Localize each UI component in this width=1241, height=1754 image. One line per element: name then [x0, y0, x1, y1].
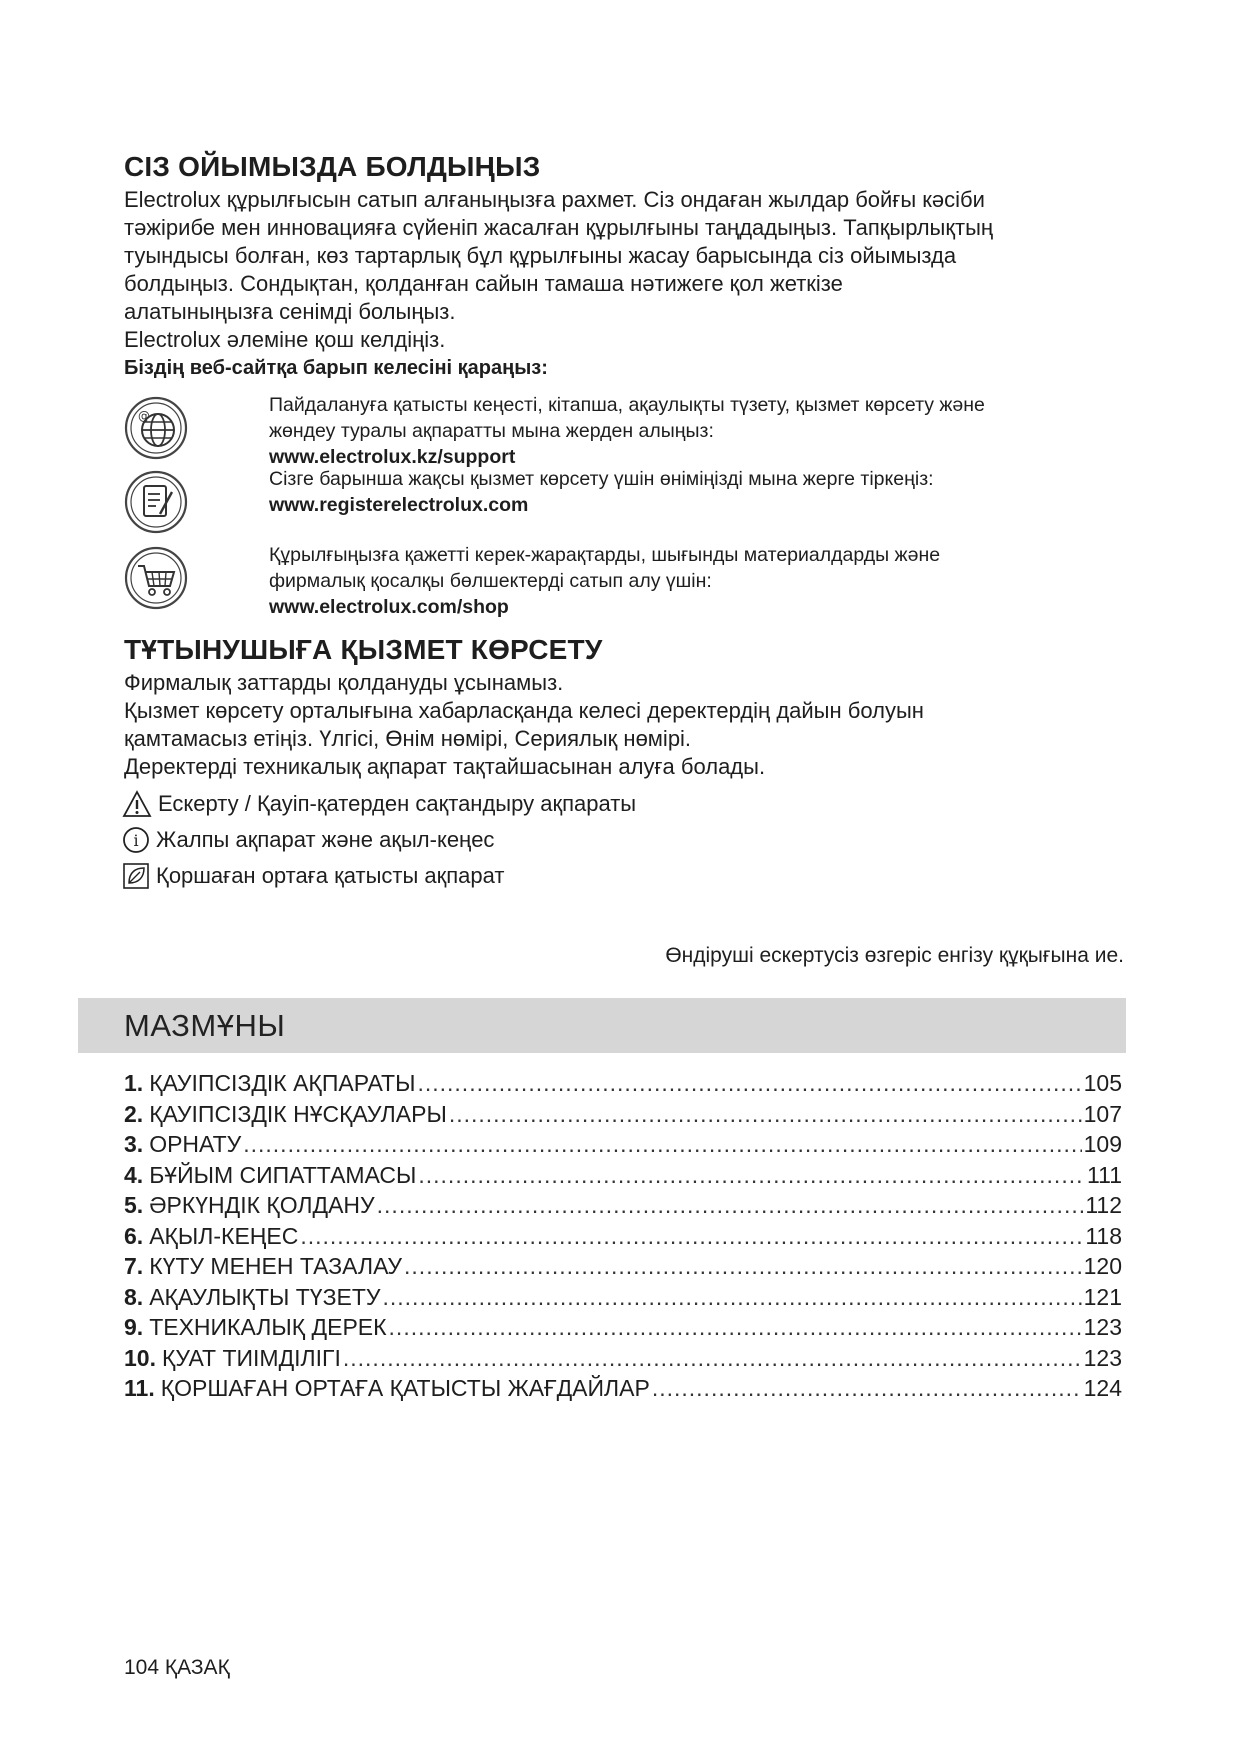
- toc-item-page: 105: [1083, 1070, 1122, 1096]
- toc-item[interactable]: [124, 1221, 1122, 1252]
- toc-item-number: 11.: [124, 1375, 155, 1401]
- toc-item-page: 120: [1083, 1253, 1122, 1279]
- toc-item-label: КҮТУ МЕНЕН ТАЗАЛАУ: [149, 1253, 403, 1279]
- welcome-line: тәжірибе мен инновацияға сүйеніп жасалған құрылғыны таңдадыңыз. Тапқырлықтың: [124, 215, 994, 240]
- welcome-line: туындысы болған, көз тартарлық бұл құрылғыны жасау барысында сіз ойымызда: [124, 243, 957, 268]
- toc-item-label: АҚЫЛ-КЕҢЕС: [149, 1222, 299, 1249]
- web-item-register: [124, 470, 1124, 540]
- toc-item[interactable]: [124, 1373, 1122, 1404]
- toc-item[interactable]: [124, 1099, 1122, 1130]
- toc-item-number: 4.: [124, 1161, 144, 1188]
- toc-item-label: ОРНАТУ: [149, 1131, 242, 1157]
- legend-info-text: Жалпы ақпарат және ақыл-кеңес: [156, 827, 495, 852]
- svg-text:@: @: [138, 409, 150, 423]
- toc-item-number: 5.: [124, 1192, 144, 1218]
- register-document-icon: [124, 470, 188, 534]
- toc-item-number: 2.: [124, 1100, 144, 1127]
- environment-leaf-icon: [122, 862, 150, 890]
- web-item-text: жөндеу туралы ақпаратты мына жерден алыңыз:: [269, 420, 714, 442]
- toc-item-label: ҚАУІПСІЗДІК НҰСҚАУЛАРЫ: [149, 1100, 447, 1127]
- globe-icon: [124, 396, 188, 460]
- legend-warning: [122, 790, 636, 818]
- shopping-cart-icon: [124, 546, 188, 610]
- welcome-line: болдыңыз. Сондықтан, қолданған сайын тамаша нәтижеге қол жеткізе: [124, 271, 843, 296]
- toc-item-page: 107: [1083, 1100, 1122, 1127]
- toc-item-page: 123: [1083, 1314, 1122, 1340]
- website-visit-label: Біздің веб-сайтқа барып келесіні қараңыз:: [124, 357, 548, 379]
- web-item-text: фирмалық қосалқы бөлшектерді сатып алу үшін:: [269, 570, 712, 592]
- manufacturer-note: Өндіруші ескертусіз өзгеріс енгізу құқығына ие.: [665, 944, 1124, 967]
- web-item-shop: [124, 546, 1124, 626]
- toc-item-page: 121: [1083, 1283, 1122, 1310]
- warning-triangle-icon: [122, 790, 152, 818]
- toc-title: МАЗМҰНЫ: [124, 1008, 286, 1043]
- toc-item-page: 118: [1085, 1222, 1122, 1249]
- toc-item[interactable]: [124, 1343, 1122, 1374]
- info-icon: [122, 826, 150, 854]
- toc-item-number: 1.: [124, 1070, 144, 1096]
- legend-environment-text: Қоршаған ортаға қатысты ақпарат: [156, 863, 505, 888]
- toc-item-label: ҚАУІПСІЗДІК АҚПАРАТЫ: [149, 1070, 416, 1096]
- toc-item-page: 111: [1087, 1161, 1122, 1188]
- welcome-line: Electrolux құрылғысын сатып алғаныңызға рахмет. Сіз ондаған жылдар бойғы кәсіби: [124, 187, 985, 212]
- toc-item-label: ТЕХНИКАЛЫҚ ДЕРЕК: [149, 1314, 387, 1340]
- svg-text:i: i: [133, 831, 139, 850]
- legend-environment: [122, 862, 504, 890]
- toc-item-label: ҚОРШАҒАН ОРТАҒА ҚАТЫСТЫ ЖАҒДАЙЛАР: [160, 1375, 650, 1401]
- web-item-text: Пайдалануға қатысты кеңесті, кітапша, ақаулықты түзету, қызмет көрсету және: [269, 394, 985, 416]
- toc-item-number: 10.: [124, 1344, 156, 1371]
- toc-header-band: [78, 998, 1126, 1053]
- web-item-text: Құрылғыңызға қажетті керек-жарақтарды, шығынды материалдарды және: [269, 544, 941, 566]
- legend-info: [122, 826, 494, 854]
- toc-item-label: АҚАУЛЫҚТЫ ТҮЗЕТУ: [149, 1283, 381, 1310]
- welcome-line: алатыныңызға сенімді болыңыз.: [124, 299, 456, 324]
- toc-item-number: 8.: [124, 1283, 144, 1310]
- page-footer: 104 ҚАЗАҚ: [124, 1656, 230, 1679]
- toc-item-page: 109: [1083, 1131, 1122, 1157]
- toc-item-page: 112: [1085, 1192, 1122, 1218]
- table-of-contents: [124, 1068, 1122, 1404]
- toc-item-label: ҚУАТ ТИІМДІЛІГІ: [161, 1344, 341, 1371]
- web-item-support: [124, 392, 1124, 470]
- toc-item[interactable]: [124, 1312, 1122, 1343]
- toc-item[interactable]: [124, 1160, 1122, 1191]
- toc-item-page: 123: [1083, 1344, 1122, 1371]
- welcome-title: СІЗ ОЙЫМЫЗДА БОЛДЫҢЫЗ: [124, 151, 541, 182]
- toc-item-label: БҰЙЫМ СИПАТТАМАСЫ: [149, 1161, 417, 1188]
- legend-warning-text: Ескерту / Қауіп-қатерден сақтандыру ақпараты: [158, 791, 637, 816]
- service-line: Қызмет көрсету орталығына хабарласқанда келесі деректердің дайын болуын: [124, 698, 924, 723]
- service-paragraph: [124, 669, 1124, 781]
- service-line: қамтамасыз етіңіз. Үлгісі, Өнім нөмірі, Сериялық нөмірі.: [124, 726, 692, 751]
- toc-item-number: 6.: [124, 1222, 144, 1249]
- toc-item-number: 9.: [124, 1314, 144, 1340]
- toc-item[interactable]: [124, 1190, 1122, 1221]
- register-url-link[interactable]: www.registerelectrolux.com: [269, 494, 529, 516]
- service-title: ТҰТЫНУШЫҒА ҚЫЗМЕТ КӨРСЕТУ: [124, 634, 603, 665]
- toc-item[interactable]: [124, 1251, 1122, 1282]
- service-line: Деректерді техникалық ақпарат тақтайшасынан алуға болады.: [124, 754, 766, 779]
- toc-item[interactable]: [124, 1068, 1122, 1099]
- support-url-link[interactable]: www.electrolux.kz/support: [269, 446, 516, 468]
- toc-item-label: ӘРКҮНДІК ҚОЛДАНУ: [149, 1192, 375, 1218]
- toc-item[interactable]: [124, 1282, 1122, 1313]
- welcome-paragraph: [124, 186, 1124, 382]
- web-item-text: Сізге барынша жақсы қызмет көрсету үшін өніміңізді мына жерге тіркеңіз:: [269, 468, 934, 490]
- toc-item[interactable]: [124, 1129, 1122, 1160]
- welcome-line: Electrolux әлеміне қош келдіңіз.: [124, 327, 446, 352]
- shop-url-link[interactable]: www.electrolux.com/shop: [269, 596, 509, 618]
- toc-item-page: 124: [1083, 1375, 1122, 1401]
- toc-item-number: 7.: [124, 1253, 144, 1279]
- service-line: Фирмалық заттарды қолдануды ұсынамыз.: [124, 670, 564, 695]
- toc-item-number: 3.: [124, 1131, 144, 1157]
